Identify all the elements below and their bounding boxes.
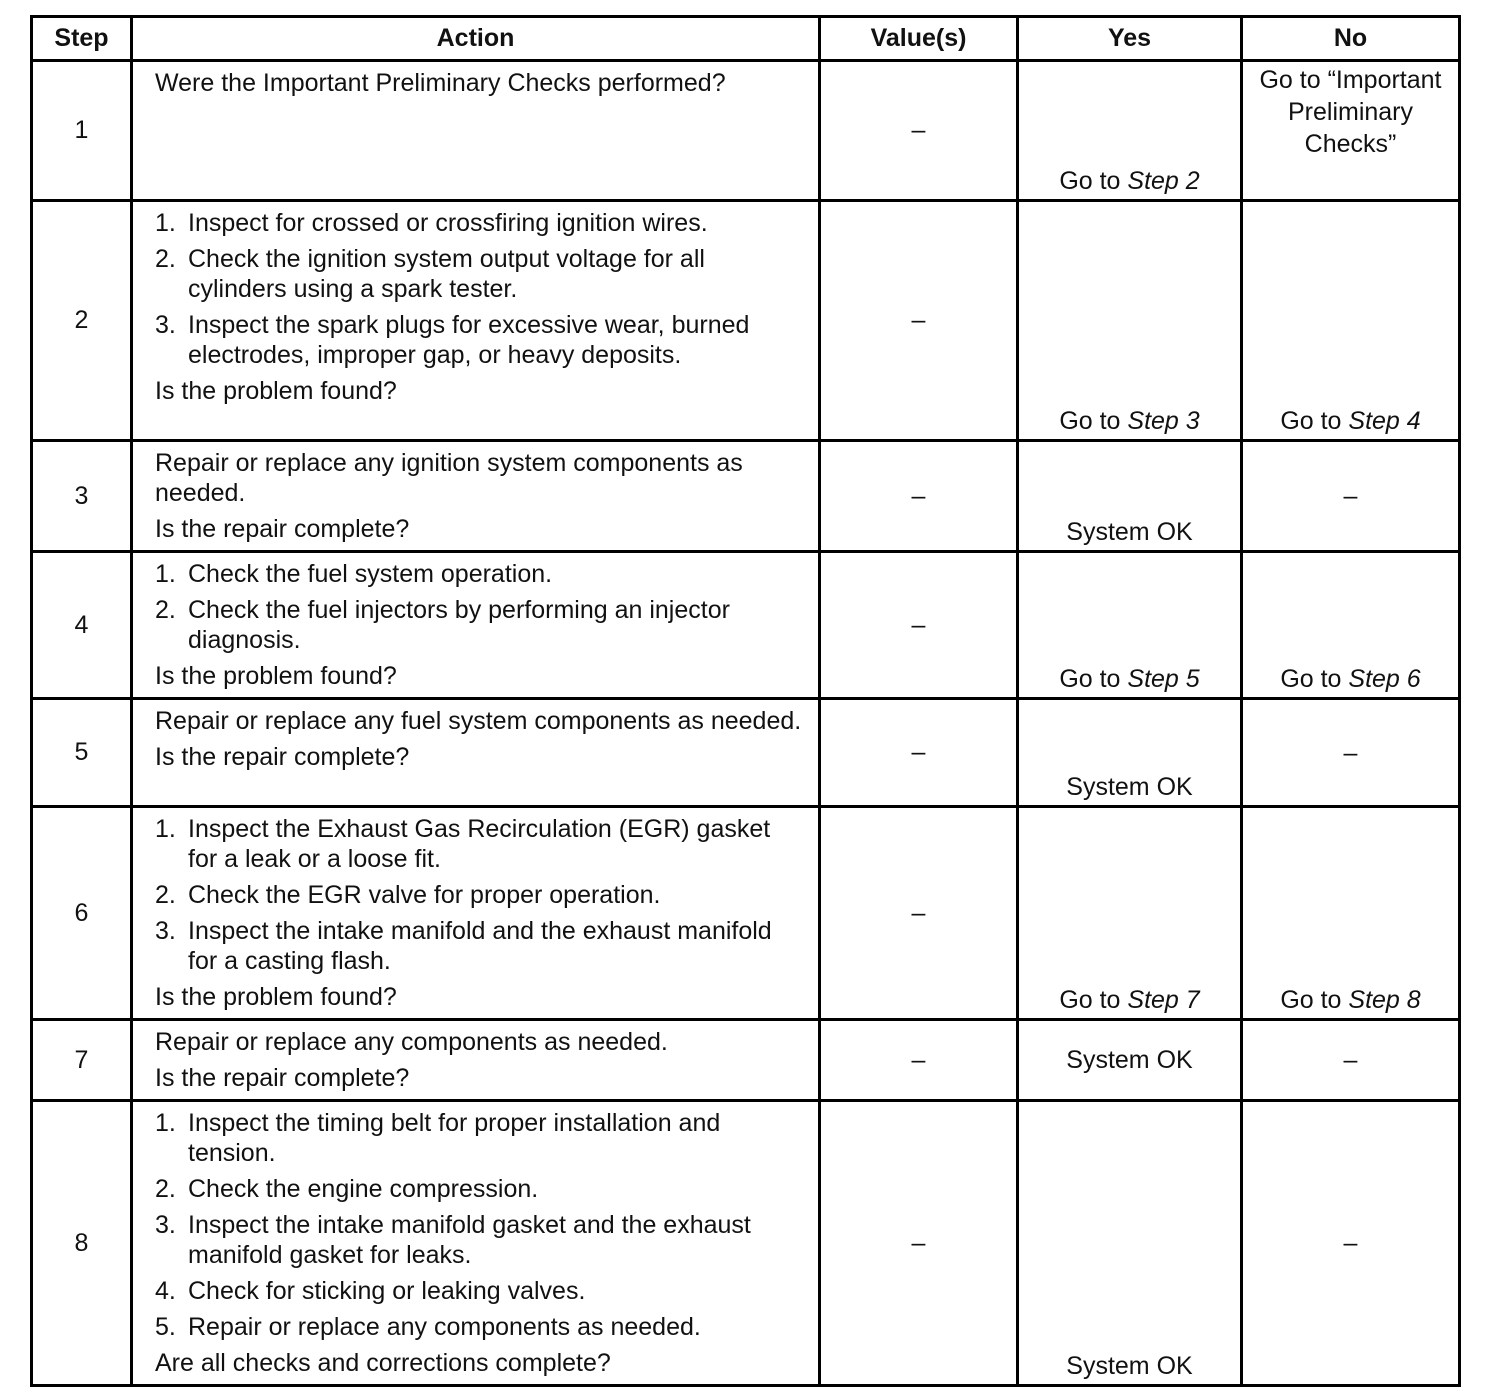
- no-text: –: [1343, 482, 1358, 510]
- action-step-item: [155, 244, 806, 304]
- yes-cell: [1018, 807, 1242, 1020]
- action-step-item: [155, 1276, 806, 1306]
- action-text: Repair or replace any components as needed.: [155, 1028, 668, 1056]
- step-number: 6: [32, 807, 132, 1020]
- header-values: Value(s): [820, 17, 1018, 61]
- action-step-text: Inspect the Exhaust Gas Recirculation (EGR) gasket for a leak or a loose fit.: [188, 815, 771, 873]
- action-step-item: [155, 880, 806, 910]
- action-step-number: 1.: [155, 209, 176, 237]
- action-step-text: Inspect the intake manifold and the exhaust manifold for a casting flash.: [188, 917, 772, 975]
- header-step: Step: [32, 17, 132, 61]
- no-text: Go to: [1280, 665, 1349, 693]
- action-cell: [132, 552, 820, 699]
- action-steps-list: [155, 559, 806, 655]
- table-row: [32, 1020, 1460, 1101]
- value-cell: –: [820, 552, 1018, 699]
- action-step-number: 2.: [155, 245, 176, 273]
- step-number: 4: [32, 552, 132, 699]
- no-cell: [1242, 699, 1460, 807]
- no-cell: [1242, 441, 1460, 552]
- no-cell: [1242, 552, 1460, 699]
- action-question: Is the repair complete?: [155, 743, 410, 771]
- table-row: [32, 699, 1460, 807]
- yes-text: Go to: [1059, 167, 1128, 195]
- action-step-text: Inspect the timing belt for proper installation and tension.: [188, 1109, 721, 1167]
- step-number: 1: [32, 61, 132, 201]
- no-text: Go to: [1280, 407, 1349, 435]
- action-step-text: Inspect for crossed or crossfiring ignition wires.: [188, 209, 708, 237]
- header-action: Action: [132, 17, 820, 61]
- action-step-item: [155, 814, 806, 874]
- step-number: 3: [32, 441, 132, 552]
- action-step-text: Check the fuel system operation.: [188, 560, 553, 588]
- yes-text: System OK: [1066, 1352, 1193, 1380]
- value-cell: –: [820, 807, 1018, 1020]
- action-text: Repair or replace any ignition system components as needed.: [155, 449, 743, 507]
- no-cell: [1242, 201, 1460, 441]
- yes-text: Go to: [1059, 665, 1128, 693]
- action-step-item: [155, 310, 806, 370]
- action-step-number: 1.: [155, 1109, 176, 1137]
- no-text: –: [1343, 738, 1358, 767]
- header-yes: Yes: [1018, 17, 1242, 61]
- action-cell: [132, 699, 820, 807]
- action-step-text: Inspect the spark plugs for excessive wear, burned electrodes, improper gap, or heavy deposits.: [188, 311, 750, 369]
- action-step-item: [155, 916, 806, 976]
- table-row: [32, 552, 1460, 699]
- no-text: –: [1343, 1046, 1358, 1074]
- action-cell: [132, 1101, 820, 1386]
- action-step-number: 3.: [155, 1211, 176, 1239]
- value-cell: –: [820, 1101, 1018, 1386]
- yes-cell: [1018, 1020, 1242, 1101]
- table-row: [32, 61, 1460, 201]
- action-question: Is the problem found?: [155, 662, 397, 690]
- action-cell: [132, 61, 820, 201]
- table-row: [32, 201, 1460, 441]
- action-steps-list: [155, 1108, 806, 1342]
- action-steps-list: [155, 208, 806, 370]
- no-cell: [1242, 61, 1460, 201]
- yes-text: Go to: [1059, 986, 1128, 1014]
- table-row: [32, 441, 1460, 552]
- value-cell: –: [820, 441, 1018, 552]
- yes-text: Go to: [1059, 407, 1128, 435]
- action-step-item: [155, 559, 806, 589]
- action-step-text: Check the fuel injectors by performing an injector diagnosis.: [188, 596, 730, 654]
- action-question: Were the Important Preliminary Checks performed?: [155, 69, 726, 97]
- action-step-number: 3.: [155, 311, 176, 339]
- table-row: [32, 807, 1460, 1020]
- yes-cell: [1018, 61, 1242, 201]
- no-text: Go to “Important Preliminary Checks”: [1259, 66, 1442, 158]
- action-step-item: [155, 1108, 806, 1168]
- header-no: No: [1242, 17, 1460, 61]
- step-number: 8: [32, 1101, 132, 1386]
- action-step-text: Repair or replace any components as needed.: [188, 1313, 701, 1341]
- no-cell: [1242, 807, 1460, 1020]
- action-question: Is the repair complete?: [155, 1064, 410, 1092]
- yes-cell: [1018, 441, 1242, 552]
- yes-step-ref: Step 7: [1127, 986, 1200, 1014]
- step-number: 2: [32, 201, 132, 441]
- action-cell: [132, 201, 820, 441]
- yes-text: System OK: [1066, 518, 1193, 546]
- action-step-number: 3.: [155, 917, 176, 945]
- yes-step-ref: Step 5: [1127, 665, 1200, 693]
- action-step-text: Check for sticking or leaking valves.: [188, 1277, 586, 1305]
- no-step-ref: Step 8: [1348, 986, 1421, 1014]
- no-step-ref: Step 4: [1348, 407, 1421, 435]
- diagnostic-table: [30, 15, 1461, 1387]
- yes-cell: [1018, 552, 1242, 699]
- table-header: [32, 17, 1460, 61]
- table-row: [32, 1101, 1460, 1386]
- yes-cell: [1018, 201, 1242, 441]
- step-number: 5: [32, 699, 132, 807]
- action-text: Repair or replace any fuel system components as needed.: [155, 707, 802, 735]
- action-question: Are all checks and corrections complete?: [155, 1349, 611, 1377]
- action-step-item: [155, 208, 806, 238]
- header-row: [32, 17, 1460, 61]
- action-steps-list: [155, 814, 806, 976]
- action-cell: [132, 441, 820, 552]
- action-step-number: 2.: [155, 1175, 176, 1203]
- yes-text: System OK: [1066, 1046, 1193, 1074]
- yes-cell: [1018, 699, 1242, 807]
- yes-text: System OK: [1066, 773, 1193, 801]
- table-body: [32, 61, 1460, 1386]
- no-cell: [1242, 1101, 1460, 1386]
- action-step-number: 1.: [155, 560, 176, 588]
- value-cell: –: [820, 61, 1018, 201]
- value-cell: –: [820, 201, 1018, 441]
- action-cell: [132, 807, 820, 1020]
- action-step-text: Check the EGR valve for proper operation.: [188, 881, 661, 909]
- value-cell: –: [820, 699, 1018, 807]
- yes-step-ref: Step 2: [1127, 167, 1200, 195]
- action-step-item: [155, 595, 806, 655]
- step-number: 7: [32, 1020, 132, 1101]
- no-step-ref: Step 6: [1348, 665, 1421, 693]
- action-cell: [132, 1020, 820, 1101]
- action-step-item: [155, 1174, 806, 1204]
- action-step-number: 2.: [155, 596, 176, 624]
- no-text: Go to: [1280, 986, 1349, 1014]
- no-text: –: [1343, 1229, 1358, 1257]
- action-step-number: 4.: [155, 1277, 176, 1305]
- action-step-text: Inspect the intake manifold gasket and the exhaust manifold gasket for leaks.: [188, 1211, 751, 1269]
- yes-step-ref: Step 3: [1127, 407, 1200, 435]
- action-step-number: 2.: [155, 881, 176, 909]
- action-step-item: [155, 1210, 806, 1270]
- action-step-item: [155, 1312, 806, 1342]
- action-step-text: Check the ignition system output voltage for all cylinders using a spark tester.: [188, 245, 705, 303]
- action-question: Is the repair complete?: [155, 515, 410, 543]
- action-step-number: 5.: [155, 1313, 176, 1341]
- no-cell: [1242, 1020, 1460, 1101]
- action-step-number: 1.: [155, 815, 176, 843]
- action-step-text: Check the engine compression.: [188, 1175, 539, 1203]
- action-question: Is the problem found?: [155, 983, 397, 1011]
- yes-cell: [1018, 1101, 1242, 1386]
- action-question: Is the problem found?: [155, 377, 397, 405]
- value-cell: –: [820, 1020, 1018, 1101]
